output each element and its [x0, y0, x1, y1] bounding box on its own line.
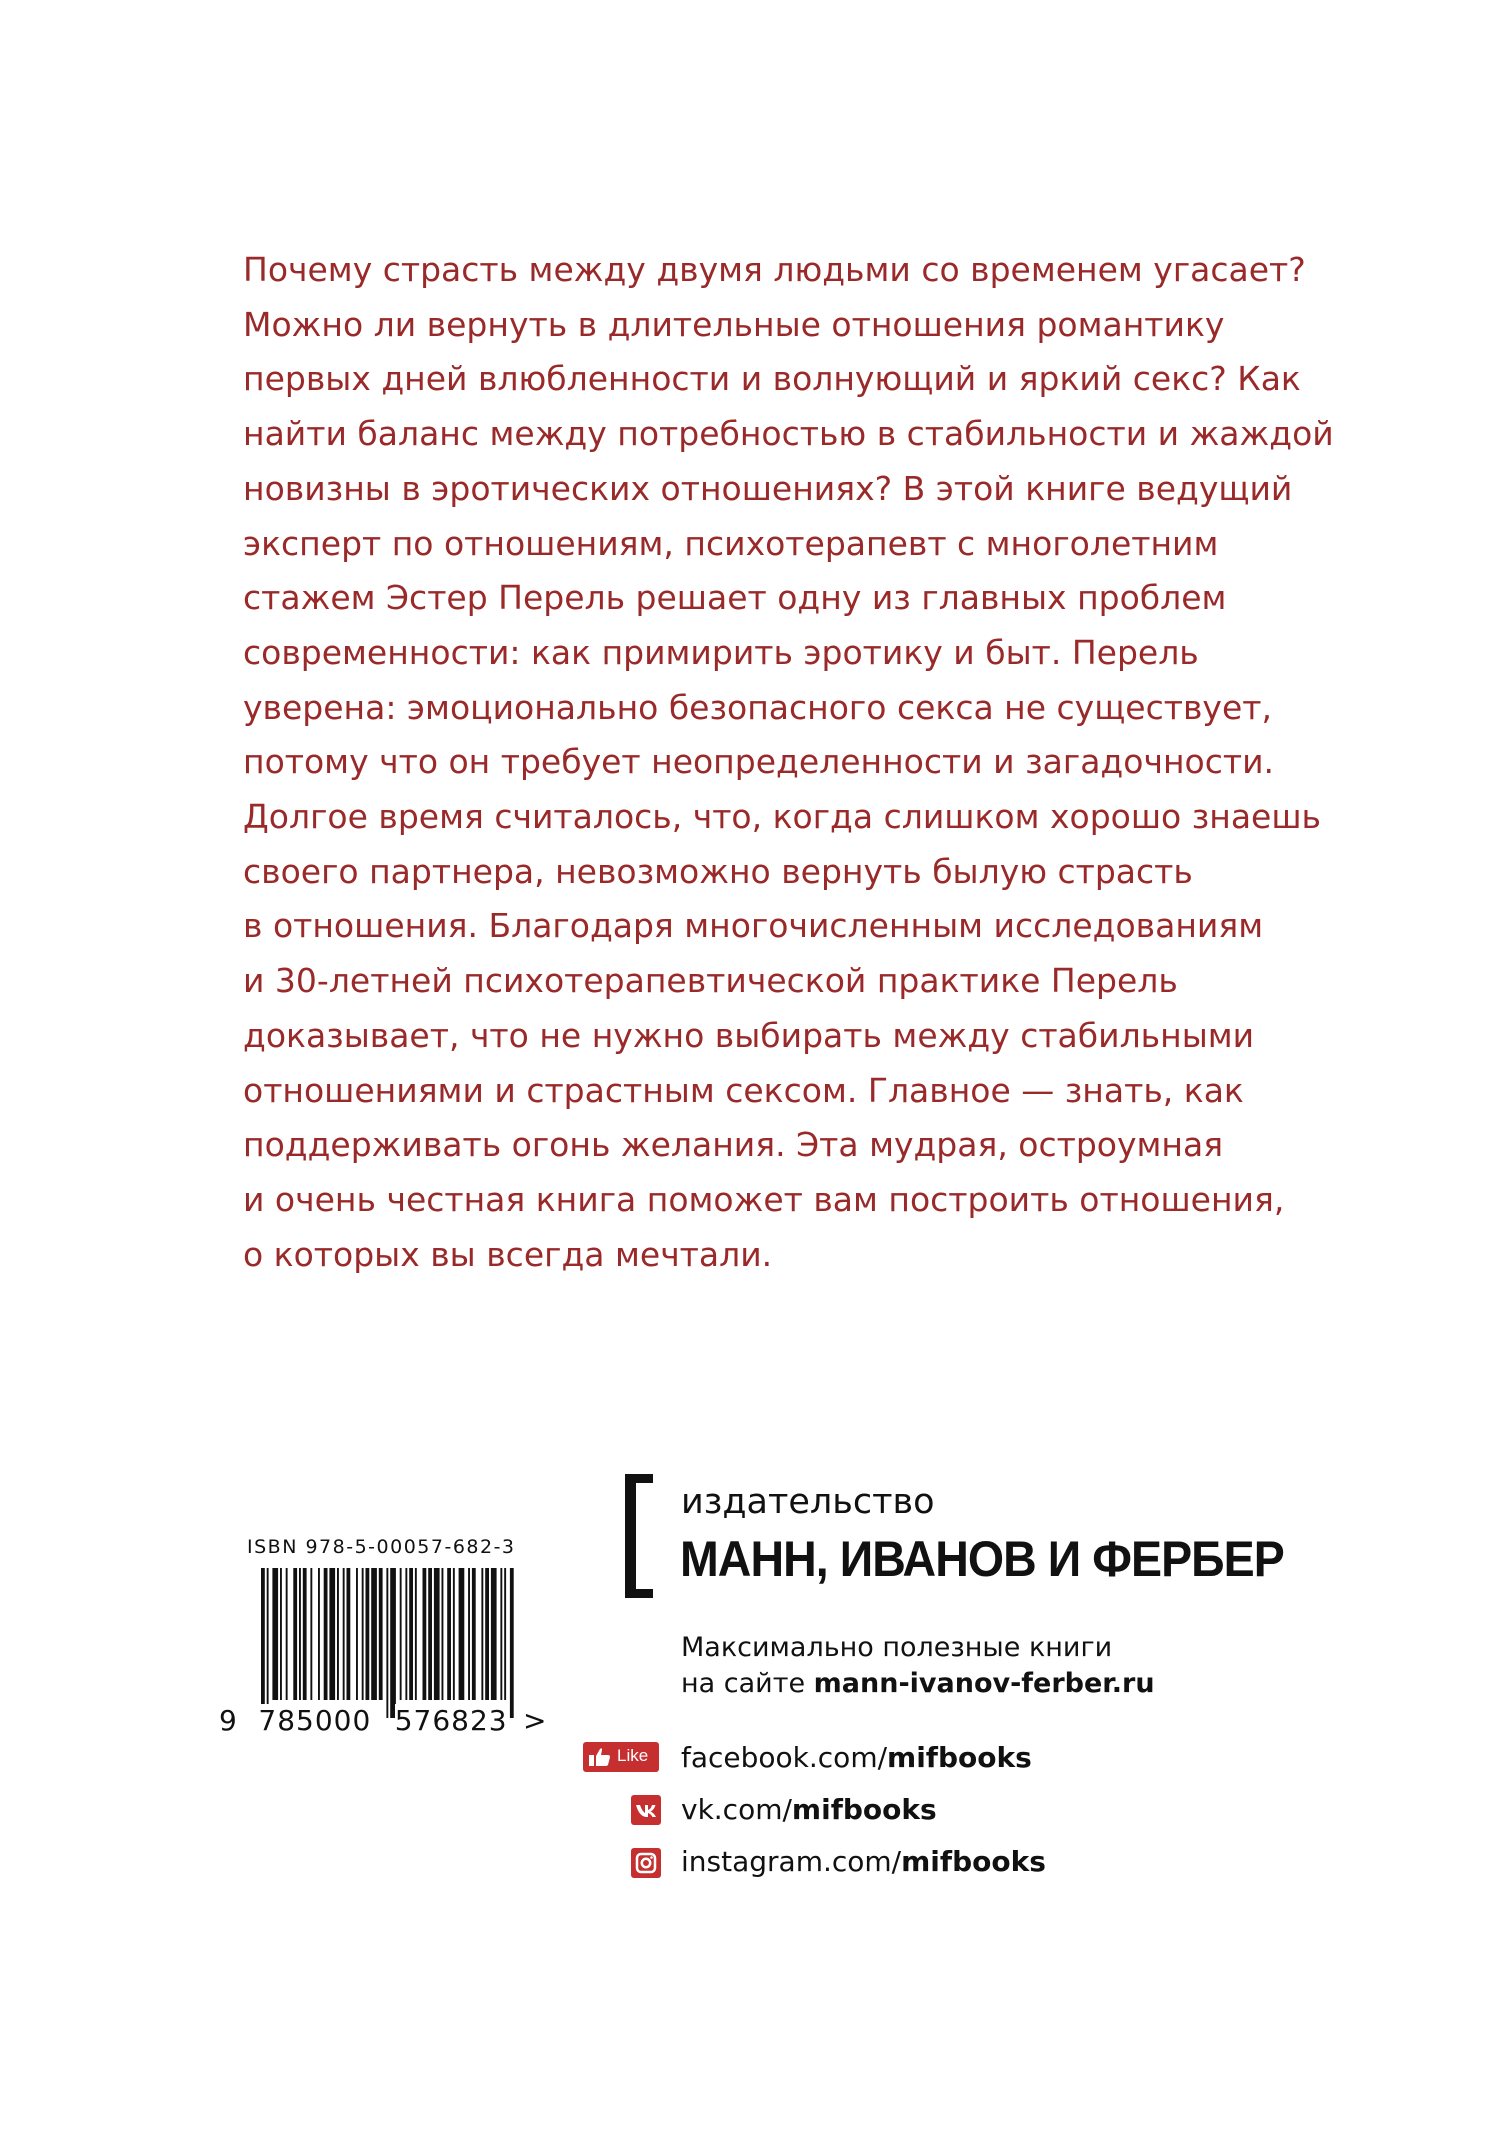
tagline-line: Максимально полезные книги: [681, 1632, 1113, 1663]
barcode-bar: [293, 1568, 297, 1700]
barcode-bar: [347, 1568, 351, 1700]
social-handle: mifbooks: [887, 1741, 1032, 1774]
social-prefix: instagram.com/: [681, 1845, 902, 1878]
barcode-digits-left: 785000: [258, 1704, 372, 1737]
tagline-line: [681, 1666, 1155, 1702]
social-row-vk[interactable]: [583, 1788, 1283, 1840]
social-link-label[interactable]: [681, 1741, 1032, 1774]
barcode-bar: [442, 1568, 444, 1700]
barcode-bar: [386, 1568, 388, 1718]
blurb-line: Почему страсть между двумя людьми со временем угасает?: [243, 250, 1306, 289]
blurb-line: потому что он требует неопределенности и загадочности.: [243, 742, 1275, 782]
blurb-line: Можно ли вернуть в длительные отношения романтику: [243, 304, 1225, 344]
barcode-digit-first: 9: [219, 1704, 241, 1737]
barcode-bar: [303, 1568, 307, 1700]
social-row-facebook[interactable]: [583, 1736, 1283, 1788]
barcode-bar: [423, 1568, 427, 1700]
like-icon-text: Like: [617, 1746, 649, 1765]
barcode-digits-end: >: [523, 1704, 547, 1737]
blurb-line: уверена: эмоционально безопасного секса не существует,: [243, 687, 1272, 727]
barcode-bar: [485, 1568, 489, 1700]
barcode-bar: [324, 1568, 328, 1700]
barcode-bar: [472, 1568, 476, 1700]
barcode-bar: [481, 1568, 483, 1700]
barcode-bar: [400, 1568, 402, 1700]
blurb-line: о которых вы всегда мечтали.: [243, 1234, 773, 1274]
tagline-prefix: на сайте: [681, 1668, 814, 1699]
barcode-bar: [379, 1568, 383, 1700]
barcode-bar: [329, 1568, 335, 1700]
barcode-bar: [343, 1568, 345, 1700]
barcode-bar: [272, 1568, 278, 1700]
barcode-bar: [504, 1568, 506, 1700]
blurb-text: [243, 243, 1334, 1282]
barcode-bar: [366, 1568, 370, 1700]
blurb-line: поддерживать огонь желания. Эта мудрая, остроумная: [243, 1125, 1224, 1165]
barcode-bar: [337, 1568, 339, 1700]
social-link-label[interactable]: [681, 1793, 937, 1826]
publisher-site-link[interactable]: mann-ivanov-ferber.ru: [813, 1668, 1155, 1699]
publisher-label: издательство: [681, 1482, 935, 1522]
social-prefix: vk.com/: [681, 1793, 792, 1826]
barcode-bar: [468, 1568, 470, 1700]
barcode-bar: [491, 1568, 497, 1700]
social-links: [583, 1736, 1283, 1892]
barcode-bar: [428, 1568, 432, 1700]
blurb-line: отношениями и страстным сексом. Главное — знать, как: [243, 1070, 1244, 1110]
barcode-bar: [371, 1568, 377, 1700]
barcode-bar: [453, 1568, 455, 1700]
barcode-bar: [447, 1568, 451, 1700]
blurb-line: новизны в эротических отношениях? В этой книге ведущий: [243, 468, 1293, 508]
blurb-line: Долгое время считалось, что, когда слишком хорошо знаешь: [243, 797, 1321, 837]
social-handle: mifbooks: [901, 1845, 1046, 1878]
barcode-bar: [415, 1568, 417, 1700]
blurb-line: эксперт по отношениям, психотерапевт с многолетним: [243, 523, 1219, 563]
barcode-bar: [299, 1568, 301, 1700]
isbn-label: ISBN 978-5-00057-682-3: [247, 1536, 516, 1558]
blurb-line: в отношения. Благодаря многочисленным исследованиям: [243, 906, 1264, 946]
barcode-bar: [280, 1568, 282, 1700]
social-prefix: facebook.com/: [681, 1741, 888, 1774]
social-row-instagram[interactable]: [583, 1840, 1283, 1892]
blurb-line: найти баланс между потребностью в стабильности и жаждой: [243, 414, 1334, 454]
publisher-name: МАНН, ИВАНОВ И ФЕРБЕР: [680, 1531, 1284, 1587]
barcode-bar: [318, 1568, 320, 1700]
blurb-line: современности: как примирить эротику и быт. Перель: [243, 632, 1199, 672]
barcode-bar: [434, 1568, 440, 1700]
barcode-digits: [219, 1704, 547, 1737]
barcode-bar: [267, 1568, 269, 1718]
barcode-bar: [261, 1568, 265, 1718]
barcode-bar: [390, 1568, 396, 1718]
blurb-line: и 30-летней психотерапевтической практике Перель: [243, 961, 1178, 1001]
like-icon: [583, 1742, 659, 1772]
social-handle: mifbooks: [791, 1793, 937, 1826]
barcode-bar: [510, 1568, 514, 1718]
barcode-bar: [356, 1568, 358, 1700]
barcode-bar: [310, 1568, 312, 1700]
blurb-line: доказывает, что не нужно выбирать между стабильными: [243, 1015, 1255, 1055]
barcode-bar: [459, 1568, 465, 1700]
publisher-bracket-icon: [625, 1474, 655, 1598]
barcode-digits-right: 576823: [394, 1704, 508, 1737]
instagram-icon: [631, 1848, 661, 1878]
publisher-tagline: [681, 1630, 1155, 1702]
vk-icon: [631, 1795, 661, 1825]
blurb-line: стажем Эстер Перель решает одну из главных проблем: [243, 578, 1227, 618]
barcode-bar: [409, 1568, 413, 1700]
barcode-bar: [500, 1568, 502, 1700]
barcode-bar: [286, 1568, 288, 1700]
blurb-line: и очень честная книга поможет вам построить отношения,: [243, 1179, 1285, 1219]
barcode-bar: [405, 1568, 407, 1700]
social-link-label[interactable]: [681, 1845, 1046, 1878]
barcode-bar: [362, 1568, 364, 1700]
blurb-line: своего партнера, невозможно вернуть былую страсть: [243, 851, 1193, 891]
blurb-line: первых дней влюбленности и волнующий и яркий секс? Как: [243, 359, 1301, 399]
